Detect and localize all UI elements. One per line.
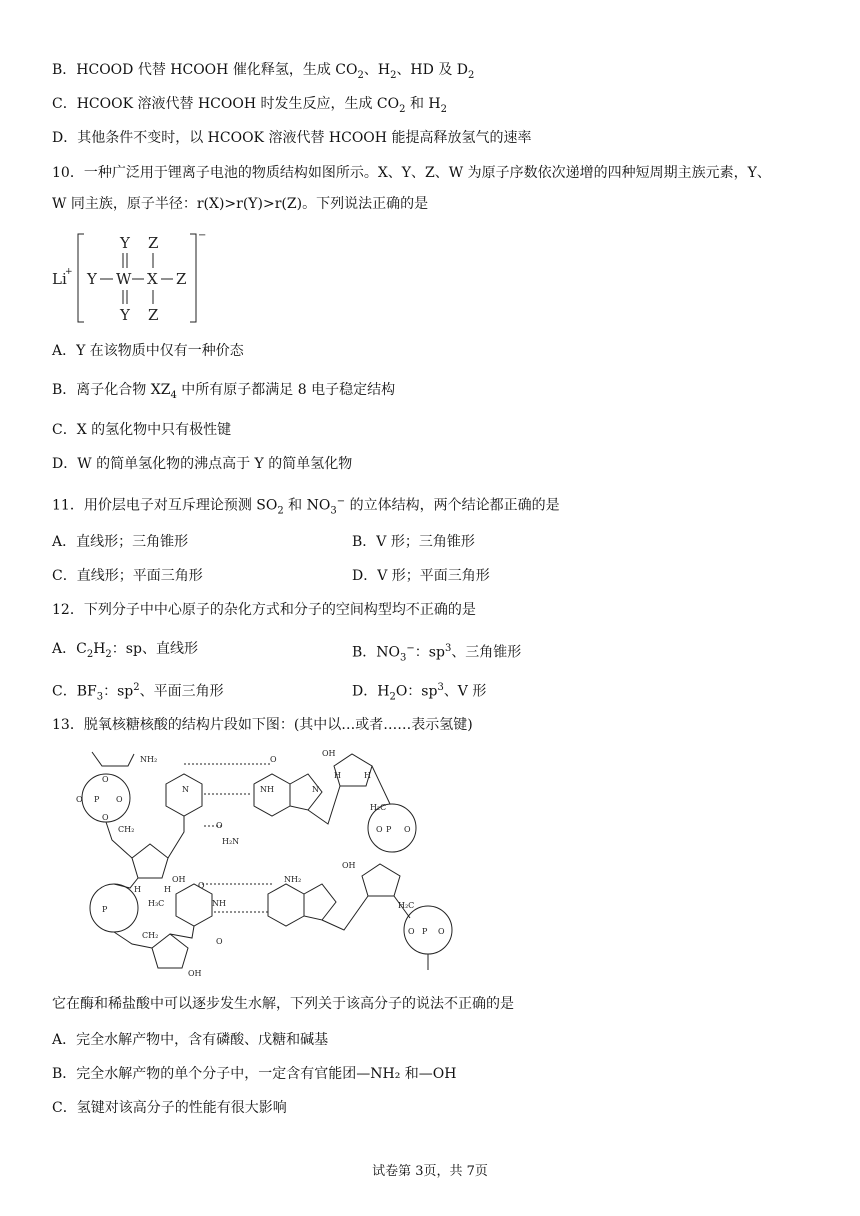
svg-text:OH: OH bbox=[172, 875, 186, 884]
fig-li: Li bbox=[52, 270, 67, 288]
svg-text:N: N bbox=[312, 785, 319, 794]
q11-option-d: D．V 形；平面三角形 bbox=[352, 568, 490, 584]
svg-text:O: O bbox=[216, 821, 223, 830]
q11-option-a: A．直线形；三角锥形 bbox=[52, 534, 189, 550]
svg-text:NH: NH bbox=[260, 785, 274, 794]
q13-option-a: A．完全水解产物中，含有磷酸、戊糖和碱基 bbox=[52, 1032, 329, 1048]
svg-text:O: O bbox=[376, 825, 383, 834]
q9-option-c: C．HCOOK 溶液代替 HCOOH 时发生反应，生成 $CO_2$ 和 $H_2$ bbox=[52, 96, 447, 115]
svg-text:H₂C: H₂C bbox=[370, 803, 387, 812]
svg-text:H₂C: H₂C bbox=[398, 901, 415, 910]
svg-text:W: W bbox=[116, 270, 132, 288]
phosphate-circle bbox=[90, 884, 138, 932]
q10-option-b: B．离子化合物 $XZ_4$ 中所有原子都满足 8 电子稳定结构 bbox=[52, 382, 396, 401]
q12-option-c: C．$BF_3$：$sp^2$、平面三角形 bbox=[52, 682, 224, 703]
q10-option-c: C．X 的氢化物中只有极性键 bbox=[52, 422, 232, 438]
svg-text:OH: OH bbox=[188, 969, 202, 978]
q12-stem: 12．下列分子中中心原子的杂化方式和分子的空间构型均不正确的是 bbox=[52, 602, 476, 618]
svg-text:H₂N: H₂N bbox=[222, 837, 240, 846]
q10-stem-line2: W 同主族，原子半径：r(X)>r(Y)>r(Z)。下列说法正确的是 bbox=[52, 196, 429, 212]
svg-text:O: O bbox=[438, 927, 445, 936]
page-footer: 试卷第 3页，共 7页 bbox=[372, 1164, 488, 1179]
dna-structure-figure bbox=[72, 748, 472, 980]
svg-text:−: − bbox=[198, 230, 207, 241]
svg-text:O: O bbox=[404, 825, 411, 834]
svg-text:O: O bbox=[102, 775, 109, 784]
svg-text:OH: OH bbox=[322, 749, 336, 758]
svg-text:P: P bbox=[422, 927, 428, 936]
q10-stem-line1: 10．一种广泛用于锂离子电池的物质结构如图所示。X、Y、Z、W 为原子序数依次递增的四种短周期主族元素，Y、 bbox=[52, 165, 771, 181]
svg-text:CH₂: CH₂ bbox=[118, 825, 135, 834]
q10-structure-figure bbox=[50, 228, 210, 328]
svg-text:Z: Z bbox=[148, 234, 159, 252]
q13-after-figure: 它在酶和稀盐酸中可以逐步发生水解，下列关于该高分子的说法不正确的是 bbox=[52, 996, 514, 1012]
svg-text:NH₂: NH₂ bbox=[284, 875, 302, 884]
svg-text:OH: OH bbox=[342, 861, 356, 870]
q12-option-d: D．$H_2O$：$sp^3$、V 形 bbox=[352, 682, 487, 703]
svg-text:CH₂: CH₂ bbox=[142, 931, 159, 940]
svg-text:H: H bbox=[164, 885, 171, 894]
q11-option-b: B．V 形；三角锥形 bbox=[352, 534, 475, 550]
svg-text:NH: NH bbox=[212, 899, 226, 908]
q11-option-c: C．直线形；平面三角形 bbox=[52, 568, 203, 584]
svg-text:O: O bbox=[116, 795, 123, 804]
svg-text:P: P bbox=[94, 795, 100, 804]
svg-text:N: N bbox=[182, 785, 189, 794]
q11-stem: 11．用价层电子对互斥理论预测 $SO_2$ 和 $NO_3^-$ 的立体结构，两个结论都正确的是 bbox=[52, 496, 560, 517]
q9-option-b: B．HCOOD 代替 HCOOH 催化释氢，生成 $CO_2$、$H_2$、HD 及 $D_2$ bbox=[52, 62, 475, 81]
svg-text:O: O bbox=[198, 881, 205, 890]
q9-option-d: D．其他条件不变时，以 HCOOK 溶液代替 HCOOH 能提高释放氢气的速率 bbox=[52, 130, 532, 146]
svg-text:Y: Y bbox=[120, 234, 130, 252]
svg-text:Z: Z bbox=[148, 306, 159, 324]
svg-text:O: O bbox=[270, 755, 277, 764]
svg-text:O: O bbox=[408, 927, 415, 936]
q10-option-d: D．W 的简单氢化物的沸点高于 Y 的简单氢化物 bbox=[52, 456, 353, 472]
svg-text:P: P bbox=[386, 825, 392, 834]
svg-text:Y: Y bbox=[120, 306, 130, 324]
svg-text:H: H bbox=[334, 771, 341, 780]
q13-option-b: B．完全水解产物的单个分子中，一定含有官能团—NH₂ 和—OH bbox=[52, 1066, 457, 1082]
svg-text:+: + bbox=[65, 267, 73, 277]
q13-option-c: C．氢键对该高分子的性能有很大影响 bbox=[52, 1100, 287, 1116]
q12-option-b: B．$NO_3^-$：$sp^3$、三角锥形 bbox=[352, 643, 522, 664]
svg-text:H₃C: H₃C bbox=[148, 899, 165, 908]
q13-stem: 13．脱氧核糖核酸的结构片段如下图：(其中以…或者……表示氢键) bbox=[52, 717, 473, 733]
q12-option-a: A．$C_2H_2$：sp、直线形 bbox=[52, 641, 198, 660]
svg-text:Y: Y bbox=[87, 270, 97, 288]
svg-text:O: O bbox=[102, 813, 109, 822]
svg-text:H: H bbox=[364, 771, 371, 780]
svg-text:NH₂: NH₂ bbox=[140, 755, 158, 764]
svg-text:P: P bbox=[102, 905, 108, 914]
svg-text:X: X bbox=[147, 270, 158, 288]
svg-text:O: O bbox=[216, 937, 223, 946]
svg-text:O: O bbox=[76, 795, 83, 804]
q10-option-a: A．Y 在该物质中仅有一种价态 bbox=[52, 343, 244, 359]
svg-text:H: H bbox=[134, 885, 141, 894]
svg-text:Z: Z bbox=[176, 270, 187, 288]
